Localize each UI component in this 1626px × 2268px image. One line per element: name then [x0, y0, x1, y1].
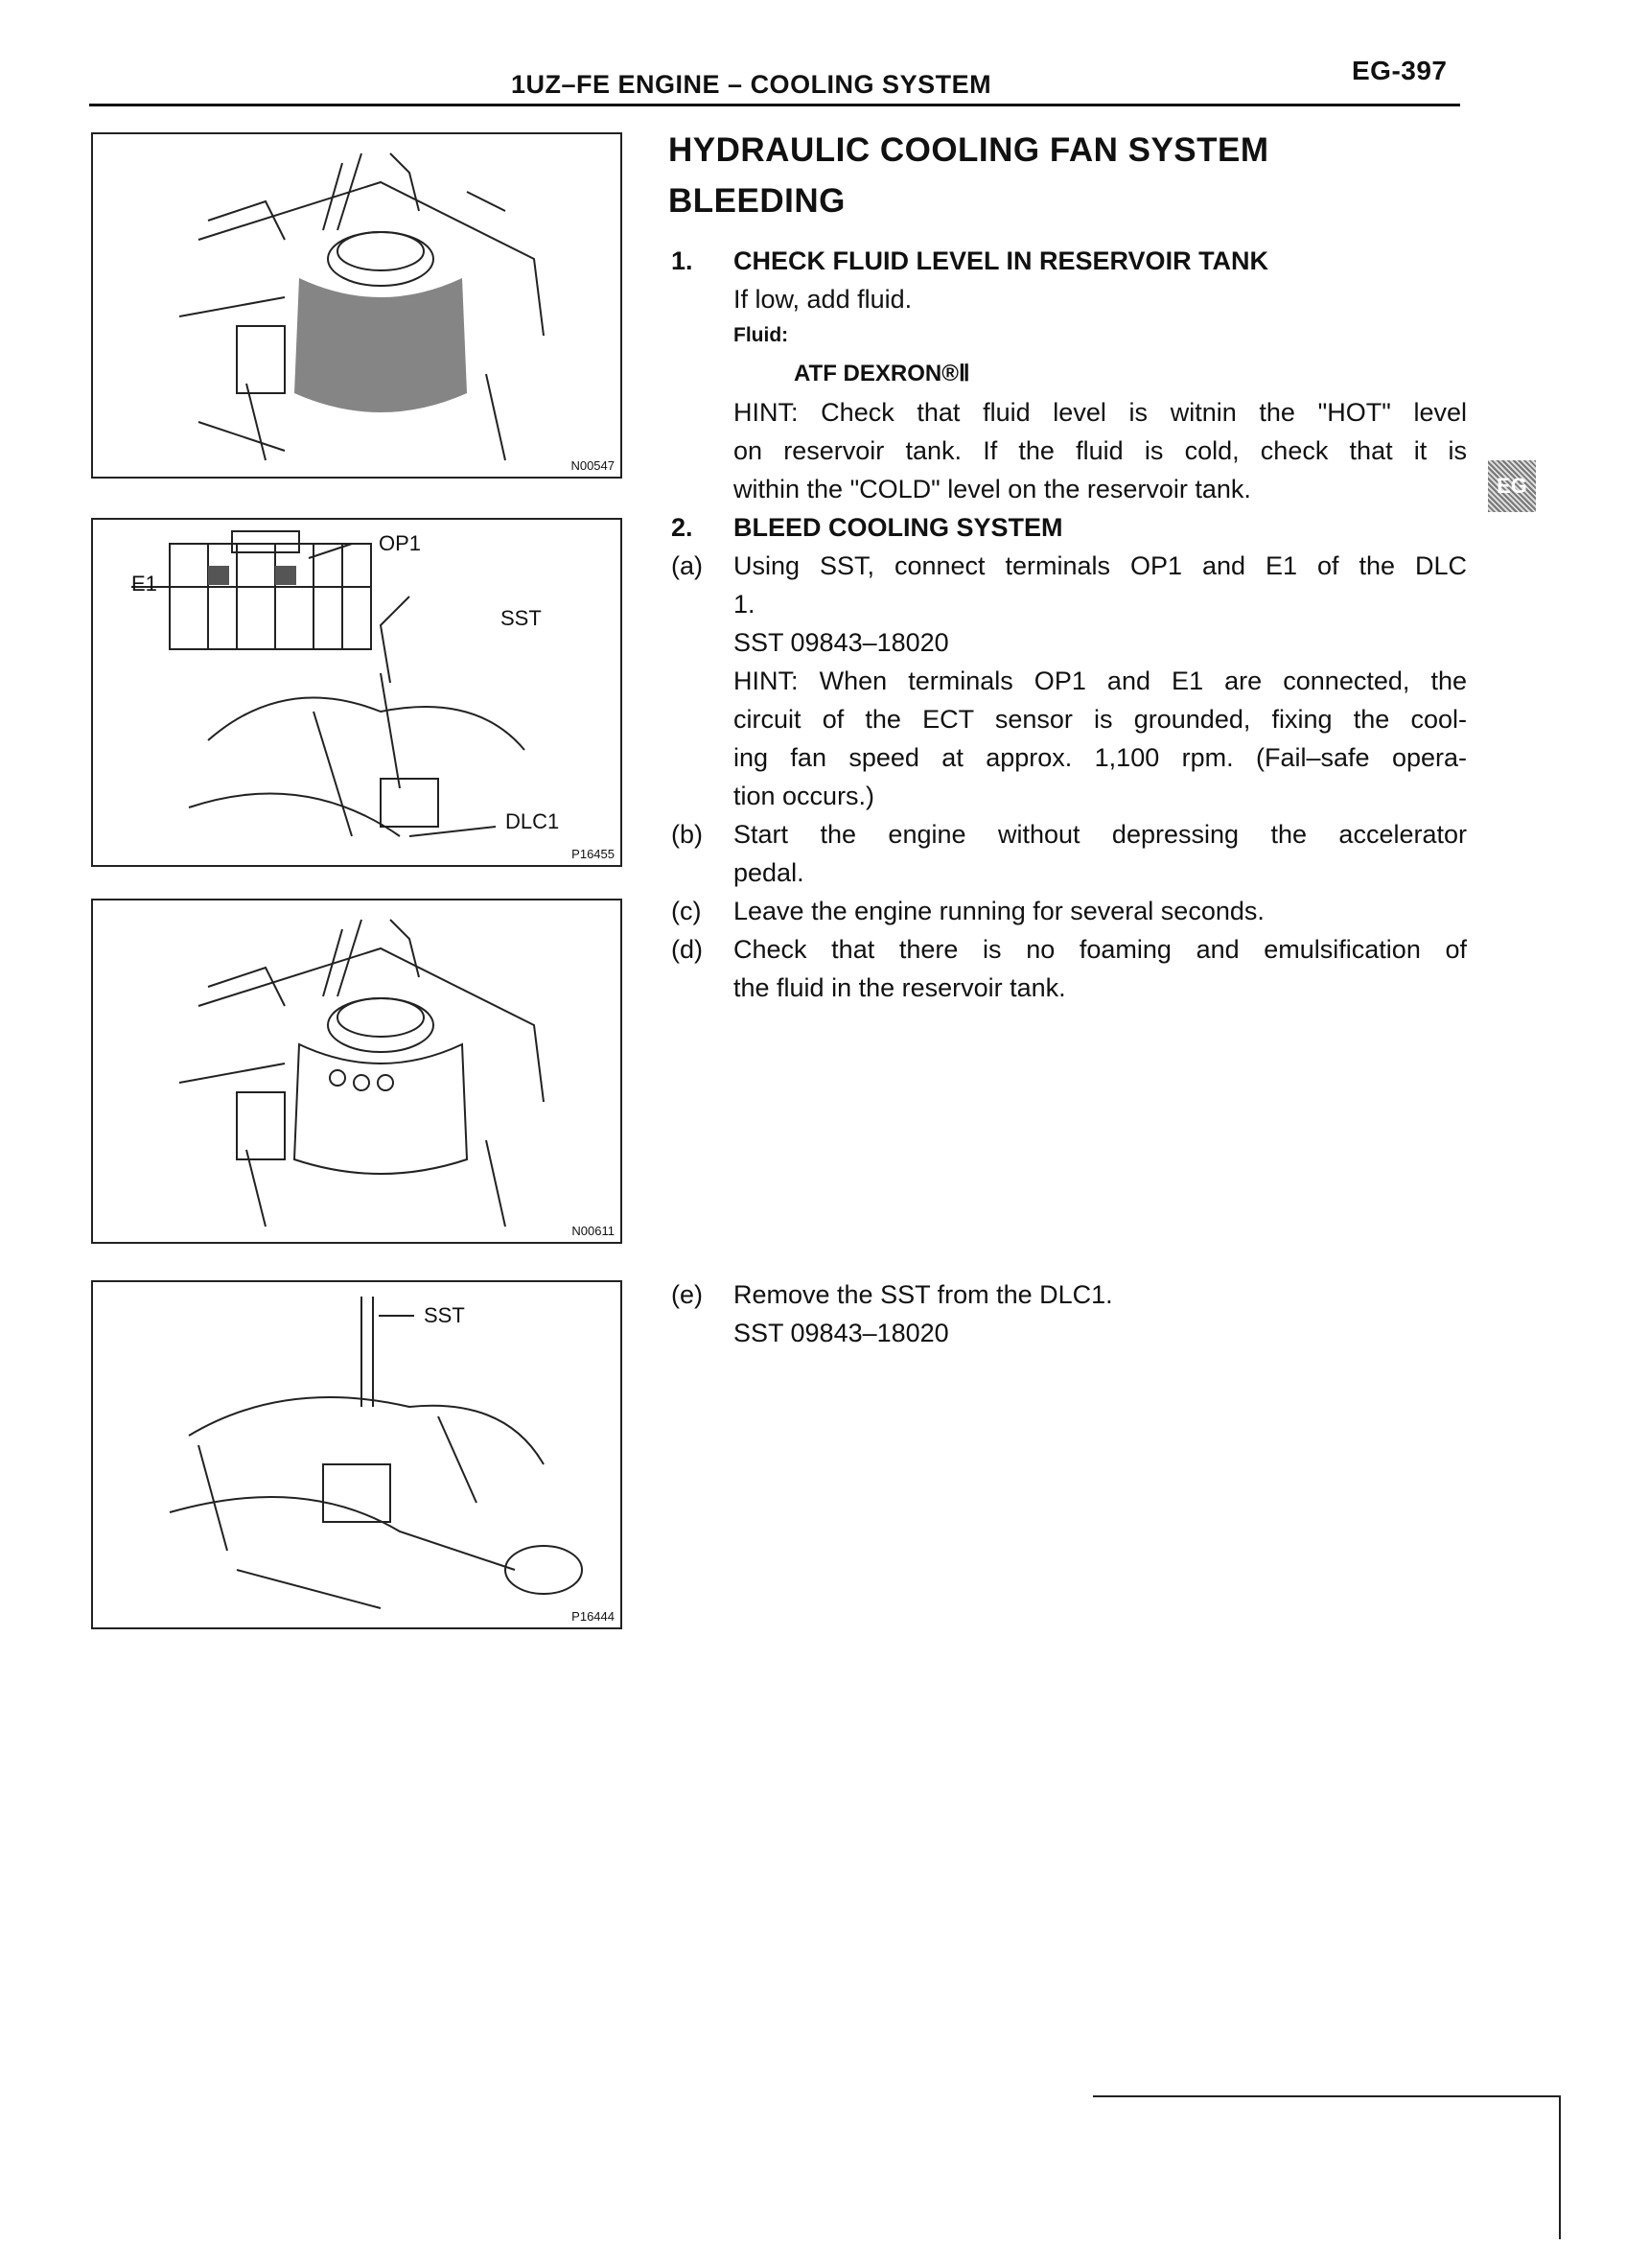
header-rule	[89, 104, 1460, 106]
step-heading: BLEED COOLING SYSTEM	[733, 513, 1063, 542]
step-text: If low, add fluid.	[733, 285, 913, 314]
hint-line: circuit of the ECT sensor is grounded, fixing the cool-	[733, 705, 1467, 734]
substep-line: Check that there is no foaming and emulsification of	[733, 935, 1467, 964]
substep-line: the fluid in the reservoir tank.	[733, 973, 1066, 1002]
hint-line: ing fan speed at approx. 1,100 rpm. (Fail–safe opera-	[733, 743, 1467, 772]
reservoir-tank-illustration	[93, 134, 620, 477]
section-tab-eg: EG	[1488, 460, 1536, 512]
fluid-value: ATF DEXRON®Ⅱ	[794, 361, 970, 386]
step-number: 1.	[671, 246, 693, 275]
substep-marker: (e)	[671, 1280, 703, 1309]
callout-op1: OP1	[379, 531, 422, 555]
figure-dlc1-connect	[91, 518, 622, 867]
hint-line: on reservoir tank. If the fluid is cold, check that it is	[733, 436, 1467, 465]
callout-dlc1: DLC1	[505, 809, 560, 833]
hint-line: tion occurs.)	[733, 782, 875, 810]
callout-sst: SST	[500, 606, 542, 630]
callout-e1: E1	[131, 572, 157, 596]
step-number: 2.	[671, 513, 693, 542]
substep-marker: (c)	[671, 897, 702, 925]
callout-sst: SST	[424, 1303, 465, 1327]
footer-rule	[1093, 2095, 1561, 2097]
figure-id: P16455	[571, 847, 615, 861]
hint-line: within the "COLD" level on the reservoir tank.	[733, 475, 1251, 503]
section-header: 1UZ–FE ENGINE – COOLING SYSTEM	[511, 70, 992, 99]
sst-removal-illustration	[93, 1282, 620, 1627]
substep-line: 1.	[733, 590, 755, 619]
figure-sst-remove	[91, 1280, 622, 1629]
substep-line: Start the engine without depressing the accelerator	[733, 820, 1467, 849]
substep-line: pedal.	[733, 858, 804, 887]
sst-number: SST 09843–18020	[733, 628, 949, 657]
sst-number: SST 09843–18020	[733, 1319, 949, 1347]
hint-line: HINT: When terminals OP1 and E1 are connected, the	[733, 666, 1467, 695]
substep-line: Remove the SST from the DLC1.	[733, 1280, 1113, 1309]
footer-rule-vertical	[1559, 2095, 1561, 2239]
figure-reservoir-tank	[91, 132, 622, 479]
page-title-line1: HYDRAULIC COOLING FAN SYSTEM	[668, 131, 1269, 169]
step-heading: CHECK FLUID LEVEL IN RESERVOIR TANK	[733, 246, 1269, 275]
substep-marker: (b)	[671, 820, 703, 849]
fluid-label: Fluid:	[733, 324, 789, 346]
substep-marker: (a)	[671, 551, 703, 580]
figure-id: N00547	[570, 458, 615, 473]
substep-line: Using SST, connect terminals OP1 and E1 of the DLC	[733, 551, 1467, 580]
substep-marker: (d)	[671, 935, 703, 964]
page-number: EG-397	[1352, 56, 1448, 85]
figure-reservoir-check	[91, 899, 622, 1244]
figure-id: P16444	[571, 1609, 615, 1624]
page-title-line2: BLEEDING	[668, 182, 846, 220]
figure-id: N00611	[571, 1224, 615, 1238]
substep-line: Leave the engine running for several seconds.	[733, 897, 1265, 925]
hint-line: HINT: Check that fluid level is witnin the "HOT" level	[733, 398, 1467, 427]
reservoir-tank-illustration	[93, 900, 620, 1242]
